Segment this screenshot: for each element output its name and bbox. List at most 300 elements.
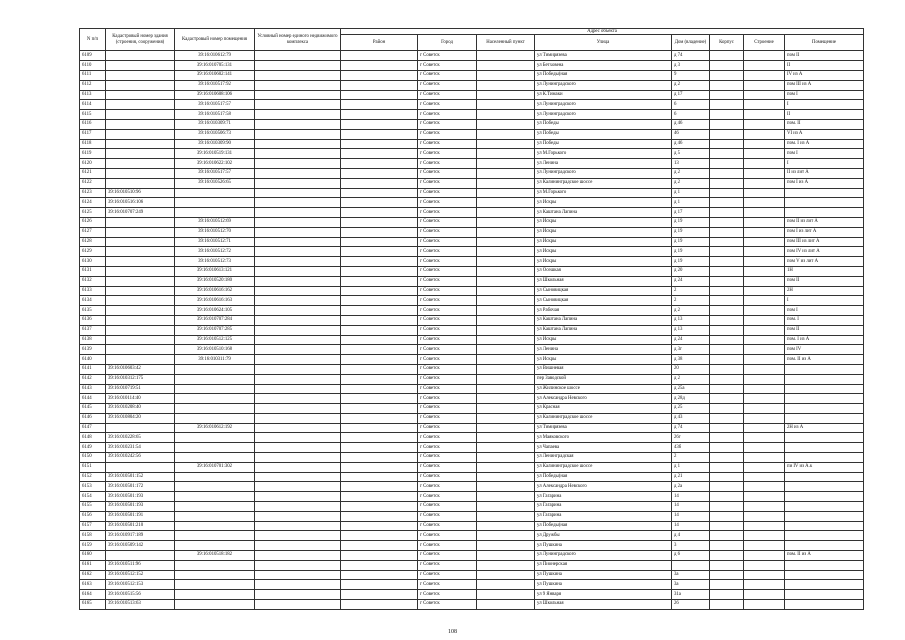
table-row — [80, 335, 864, 345]
table-row — [80, 198, 864, 208]
header-gorod: Город — [418, 35, 477, 51]
cell-korpus — [710, 551, 744, 561]
cell-stroenie — [744, 159, 785, 169]
cell-num: 6156 — [80, 511, 106, 521]
table-row — [80, 384, 864, 394]
cell-cad-building — [106, 139, 175, 149]
cell-gorod: г Советск — [418, 315, 477, 325]
cell-stroenie — [744, 560, 785, 570]
cell-pomeshchenie: I — [785, 100, 864, 110]
table-row — [80, 570, 864, 580]
cell-ulitsa: пер Заводской — [535, 374, 672, 384]
cell-stroenie — [744, 374, 785, 384]
cell-stroenie — [744, 119, 785, 129]
cell-korpus — [710, 492, 744, 502]
cell-cad-building — [106, 237, 175, 247]
cell-gorod: г Советск — [418, 600, 477, 610]
cell-cad-room: 39:16:010705:131 — [175, 61, 255, 71]
cell-gorod: г Советск — [418, 119, 477, 129]
header-ulitsa: Улица — [535, 35, 672, 51]
cell-ulitsa: ул Искры — [535, 247, 672, 257]
cell-rayon — [341, 541, 418, 551]
cell-ulitsa: ул Искры — [535, 355, 672, 365]
cell-korpus — [710, 374, 744, 384]
cell-korpus — [710, 198, 744, 208]
cell-punkt — [477, 413, 535, 423]
cell-dom: 9 — [672, 71, 710, 81]
cell-pomeshchenie: пом I — [785, 90, 864, 100]
cell-gorod: г Советск — [418, 286, 477, 296]
cell-num: 6122 — [80, 178, 106, 188]
cell-pomeshchenie: I — [785, 159, 864, 169]
cell-stroenie — [744, 149, 785, 159]
cell-ulitsa: ул Александра Невского — [535, 482, 672, 492]
cell-stroenie — [744, 482, 785, 492]
cell-stroenie — [744, 600, 785, 610]
cell-punkt — [477, 511, 535, 521]
cell-cond-num — [255, 600, 341, 610]
cell-cad-room: 39:16:010309:90 — [175, 139, 255, 149]
cell-pomeshchenie — [785, 492, 864, 502]
cell-rayon — [341, 90, 418, 100]
table-row — [80, 266, 864, 276]
cell-ulitsa: ул Калининградское шоссе — [535, 178, 672, 188]
cell-pomeshchenie: 2Н из А — [785, 423, 864, 433]
cell-dom: 31а — [672, 590, 710, 600]
cell-stroenie — [744, 325, 785, 335]
cell-korpus — [710, 119, 744, 129]
cell-cad-building: 39:16:010501:193 — [106, 502, 175, 512]
cell-punkt — [477, 443, 535, 453]
cell-cad-building: 39:16:010501:193 — [106, 492, 175, 502]
cell-gorod: г Советск — [418, 90, 477, 100]
cell-punkt — [477, 502, 535, 512]
cell-cond-num — [255, 168, 341, 178]
cell-rayon — [341, 423, 418, 433]
cell-punkt — [477, 551, 535, 561]
cell-num: 6120 — [80, 159, 106, 169]
cell-pomeshchenie — [785, 413, 864, 423]
cell-cad-building: 39:16:010208:40 — [106, 404, 175, 414]
cell-dom: 14 — [672, 521, 710, 531]
cell-num: 6160 — [80, 551, 106, 561]
cell-dom: д 19 — [672, 247, 710, 257]
cell-gorod: г Советск — [418, 266, 477, 276]
table-row — [80, 531, 864, 541]
cell-punkt — [477, 462, 535, 472]
cell-ulitsa: ул 9 Января — [535, 590, 672, 600]
cell-cad-room: 39:16:010512:69 — [175, 217, 255, 227]
cell-korpus — [710, 188, 744, 198]
cell-rayon — [341, 237, 418, 247]
cell-korpus — [710, 227, 744, 237]
cell-stroenie — [744, 394, 785, 404]
table-row — [80, 227, 864, 237]
cell-rayon — [341, 590, 418, 600]
cell-cond-num — [255, 482, 341, 492]
cell-gorod: г Советск — [418, 178, 477, 188]
cell-punkt — [477, 61, 535, 71]
cell-punkt — [477, 247, 535, 257]
table-row — [80, 541, 864, 551]
cell-gorod: г Советск — [418, 208, 477, 218]
table-row — [80, 208, 864, 218]
cell-gorod: г Советск — [418, 51, 477, 61]
cell-cond-num — [255, 61, 341, 71]
cell-pomeshchenie: пом IV из лит А — [785, 247, 864, 257]
cell-pomeshchenie — [785, 511, 864, 521]
cell-ulitsa: ул Маяковского — [535, 433, 672, 443]
header-num: N п/п — [80, 29, 106, 51]
cell-num: 6130 — [80, 257, 106, 267]
cell-ulitsa: ул Лунинградского — [535, 100, 672, 110]
cell-gorod: г Советск — [418, 394, 477, 404]
table-row — [80, 100, 864, 110]
cell-punkt — [477, 345, 535, 355]
cell-cond-num — [255, 443, 341, 453]
cell-num: 6151 — [80, 462, 106, 472]
cell-gorod: г Советск — [418, 188, 477, 198]
cell-punkt — [477, 149, 535, 159]
cell-stroenie — [744, 296, 785, 306]
cell-stroenie — [744, 384, 785, 394]
cell-korpus — [710, 521, 744, 531]
table-row — [80, 502, 864, 512]
cell-cond-num — [255, 90, 341, 100]
cell-gorod: г Советск — [418, 570, 477, 580]
cell-cad-room: 39:16:010526:65 — [175, 178, 255, 188]
cell-punkt — [477, 423, 535, 433]
cell-rayon — [341, 149, 418, 159]
table-row — [80, 149, 864, 159]
cell-cond-num — [255, 433, 341, 443]
cell-stroenie — [744, 188, 785, 198]
cell-rayon — [341, 296, 418, 306]
cell-dom: д 19 — [672, 237, 710, 247]
cell-ulitsa: ул Гагарина — [535, 511, 672, 521]
cell-rayon — [341, 80, 418, 90]
cell-cond-num — [255, 286, 341, 296]
cell-ulitsa: ул Сыновицкая — [535, 286, 672, 296]
cell-num: 6132 — [80, 276, 106, 286]
cell-cond-num — [255, 384, 341, 394]
table-row — [80, 600, 864, 610]
cell-cond-num — [255, 71, 341, 81]
cell-num: 6123 — [80, 188, 106, 198]
cell-gorod: г Советск — [418, 159, 477, 169]
cell-rayon — [341, 355, 418, 365]
cell-dom: д 1 — [672, 188, 710, 198]
cell-cad-building: 39:16:010511:96 — [106, 560, 175, 570]
cell-rayon — [341, 404, 418, 414]
cell-cad-building: 39:16:010242:56 — [106, 453, 175, 463]
cell-pomeshchenie: 2Н — [785, 286, 864, 296]
cell-punkt — [477, 482, 535, 492]
cell-gorod: г Советск — [418, 217, 477, 227]
cell-cad-room — [175, 384, 255, 394]
cell-cad-room — [175, 413, 255, 423]
cell-korpus — [710, 364, 744, 374]
cell-dom: д 21 — [672, 472, 710, 482]
cell-num: 6114 — [80, 100, 106, 110]
cell-dom: д 3г — [672, 345, 710, 355]
table-body — [80, 51, 864, 609]
cell-rayon — [341, 159, 418, 169]
cell-rayon — [341, 335, 418, 345]
cell-num: 6134 — [80, 296, 106, 306]
cell-num: 6111 — [80, 71, 106, 81]
cell-dom: д 1 — [672, 198, 710, 208]
cell-cad-room: 39:16:010512:73 — [175, 257, 255, 267]
cell-num: 6152 — [80, 472, 106, 482]
table-row — [80, 551, 864, 561]
cell-num: 6124 — [80, 198, 106, 208]
cell-dom: д 19 — [672, 217, 710, 227]
cell-num: 6158 — [80, 531, 106, 541]
cell-stroenie — [744, 541, 785, 551]
cell-gorod: г Советск — [418, 541, 477, 551]
cell-pomeshchenie — [785, 208, 864, 218]
cell-ulitsa: ул Дружбы — [535, 531, 672, 541]
cell-korpus — [710, 472, 744, 482]
cell-dom: 20 — [672, 364, 710, 374]
cell-cond-num — [255, 188, 341, 198]
cell-korpus — [710, 149, 744, 159]
cell-punkt — [477, 472, 535, 482]
table-row — [80, 492, 864, 502]
cell-pomeshchenie — [785, 364, 864, 374]
cell-stroenie — [744, 590, 785, 600]
cell-num: 6136 — [80, 315, 106, 325]
cell-num: 6157 — [80, 521, 106, 531]
cell-stroenie — [744, 531, 785, 541]
table-row — [80, 61, 864, 71]
cell-korpus — [710, 404, 744, 414]
cell-korpus — [710, 80, 744, 90]
cell-stroenie — [744, 306, 785, 316]
cell-korpus — [710, 315, 744, 325]
cell-punkt — [477, 227, 535, 237]
cell-stroenie — [744, 433, 785, 443]
cell-num: 6141 — [80, 364, 106, 374]
cell-korpus — [710, 325, 744, 335]
cell-cond-num — [255, 80, 341, 90]
cell-rayon — [341, 384, 418, 394]
cell-punkt — [477, 90, 535, 100]
cell-stroenie — [744, 198, 785, 208]
cell-punkt — [477, 168, 535, 178]
cell-gorod: г Советск — [418, 149, 477, 159]
cell-korpus — [710, 590, 744, 600]
cell-pomeshchenie — [785, 433, 864, 443]
table-row — [80, 560, 864, 570]
cell-cad-building — [106, 149, 175, 159]
cell-rayon — [341, 531, 418, 541]
cell-gorod: г Советск — [418, 257, 477, 267]
cell-punkt — [477, 492, 535, 502]
cell-gorod: г Советск — [418, 227, 477, 237]
table-row — [80, 423, 864, 433]
cell-rayon — [341, 188, 418, 198]
cell-cad-room: 39:16:010512:72 — [175, 247, 255, 257]
cell-pomeshchenie — [785, 531, 864, 541]
cell-cad-building — [106, 247, 175, 257]
cell-punkt — [477, 296, 535, 306]
cell-cond-num — [255, 345, 341, 355]
address-table — [79, 28, 864, 610]
cell-rayon — [341, 551, 418, 561]
cell-ulitsa: ул Каштана Лапина — [535, 315, 672, 325]
cell-pomeshchenie: пом I из А — [785, 178, 864, 188]
table-row — [80, 521, 864, 531]
cell-num: 6128 — [80, 237, 106, 247]
cell-cond-num — [255, 139, 341, 149]
cell-rayon — [341, 570, 418, 580]
cell-gorod: г Советск — [418, 423, 477, 433]
cell-dom: 46 — [672, 129, 710, 139]
cell-pomeshchenie: пом I из лит А — [785, 227, 864, 237]
cell-pomeshchenie: 1Н — [785, 266, 864, 276]
cell-stroenie — [744, 139, 785, 149]
cell-cad-room — [175, 443, 255, 453]
cell-cond-num — [255, 276, 341, 286]
cell-korpus — [710, 51, 744, 61]
cell-gorod: г Советск — [418, 345, 477, 355]
table-row — [80, 404, 864, 414]
cell-stroenie — [744, 71, 785, 81]
cell-cond-num — [255, 521, 341, 531]
table-row — [80, 129, 864, 139]
cell-rayon — [341, 560, 418, 570]
cell-punkt — [477, 590, 535, 600]
cell-dom: д 2а — [672, 482, 710, 492]
cell-cad-room — [175, 570, 255, 580]
cell-dom: 26г — [672, 433, 710, 443]
cell-gorod: г Советск — [418, 139, 477, 149]
cell-stroenie — [744, 286, 785, 296]
cell-punkt — [477, 364, 535, 374]
cell-punkt — [477, 257, 535, 267]
cell-rayon — [341, 286, 418, 296]
cell-num: 6113 — [80, 90, 106, 100]
cell-num: 6117 — [80, 129, 106, 139]
cell-cad-building — [106, 227, 175, 237]
cell-korpus — [710, 71, 744, 81]
cell-gorod: г Советск — [418, 384, 477, 394]
cell-dom: д 24 — [672, 276, 710, 286]
cell-pomeshchenie: пом. II из А — [785, 551, 864, 561]
cell-pomeshchenie: VI из А — [785, 129, 864, 139]
cell-ulitsa: ул Искры — [535, 237, 672, 247]
cell-dom: д 25а — [672, 384, 710, 394]
cell-dom: д 13 — [672, 325, 710, 335]
cell-cad-building — [106, 71, 175, 81]
table-row — [80, 237, 864, 247]
cell-rayon — [341, 374, 418, 384]
cell-rayon — [341, 453, 418, 463]
cell-rayon — [341, 217, 418, 227]
cell-num: 6133 — [80, 286, 106, 296]
cell-gorod: г Советск — [418, 374, 477, 384]
cell-korpus — [710, 423, 744, 433]
cell-cond-num — [255, 198, 341, 208]
cell-pomeshchenie — [785, 580, 864, 590]
cell-stroenie — [744, 521, 785, 531]
table-row — [80, 178, 864, 188]
cell-cad-building — [106, 423, 175, 433]
cell-pomeshchenie — [785, 404, 864, 414]
cell-ulitsa: ул Вишневая — [535, 364, 672, 374]
cell-dom: 2 — [672, 286, 710, 296]
cell-dom: 13 — [672, 159, 710, 169]
cell-korpus — [710, 178, 744, 188]
cell-korpus — [710, 208, 744, 218]
cell-stroenie — [744, 247, 785, 257]
cell-korpus — [710, 482, 744, 492]
cell-pomeshchenie: пом. I из А — [785, 139, 864, 149]
cell-stroenie — [744, 570, 785, 580]
cell-pomeshchenie — [785, 482, 864, 492]
cell-num: 6154 — [80, 492, 106, 502]
cell-gorod: г Советск — [418, 71, 477, 81]
cell-punkt — [477, 600, 535, 610]
cell-punkt — [477, 119, 535, 129]
cell-korpus — [710, 276, 744, 286]
table-row — [80, 119, 864, 129]
cell-stroenie — [744, 335, 785, 345]
cell-num: 6140 — [80, 355, 106, 365]
cell-rayon — [341, 61, 418, 71]
cell-cond-num — [255, 413, 341, 423]
cell-korpus — [710, 247, 744, 257]
address-table-sheet — [79, 28, 863, 610]
cell-pomeshchenie — [785, 394, 864, 404]
cell-gorod: г Советск — [418, 237, 477, 247]
cell-stroenie — [744, 355, 785, 365]
cell-num: 6143 — [80, 384, 106, 394]
cell-stroenie — [744, 511, 785, 521]
cell-cad-room: 39:16:010517:58 — [175, 110, 255, 120]
cell-cond-num — [255, 178, 341, 188]
cell-cad-room: 39:16:010707:285 — [175, 325, 255, 335]
cell-cad-room: 39:16:010517:92 — [175, 80, 255, 90]
cell-punkt — [477, 384, 535, 394]
cell-pomeshchenie — [785, 453, 864, 463]
cell-pomeshchenie: I — [785, 296, 864, 306]
cell-korpus — [710, 502, 744, 512]
cell-cad-room — [175, 453, 255, 463]
cell-korpus — [710, 110, 744, 120]
cell-korpus — [710, 570, 744, 580]
cell-gorod: г Советск — [418, 61, 477, 71]
cell-ulitsa: ул Гагарина — [535, 492, 672, 502]
cell-cad-building: 39:16:010512:152 — [106, 570, 175, 580]
cell-cad-room: 39:16:010613:121 — [175, 266, 255, 276]
cell-cad-building — [106, 119, 175, 129]
cell-rayon — [341, 600, 418, 610]
cell-stroenie — [744, 404, 785, 414]
cell-gorod: г Советск — [418, 306, 477, 316]
cell-stroenie — [744, 580, 785, 590]
cell-dom: д 74 — [672, 423, 710, 433]
cell-punkt — [477, 80, 535, 90]
cell-num: 6149 — [80, 443, 106, 453]
cell-pomeshchenie: II — [785, 110, 864, 120]
cell-ulitsa: ул Победы(ная — [535, 472, 672, 482]
cell-gorod: г Советск — [418, 247, 477, 257]
cell-cond-num — [255, 129, 341, 139]
cell-num: 6121 — [80, 168, 106, 178]
